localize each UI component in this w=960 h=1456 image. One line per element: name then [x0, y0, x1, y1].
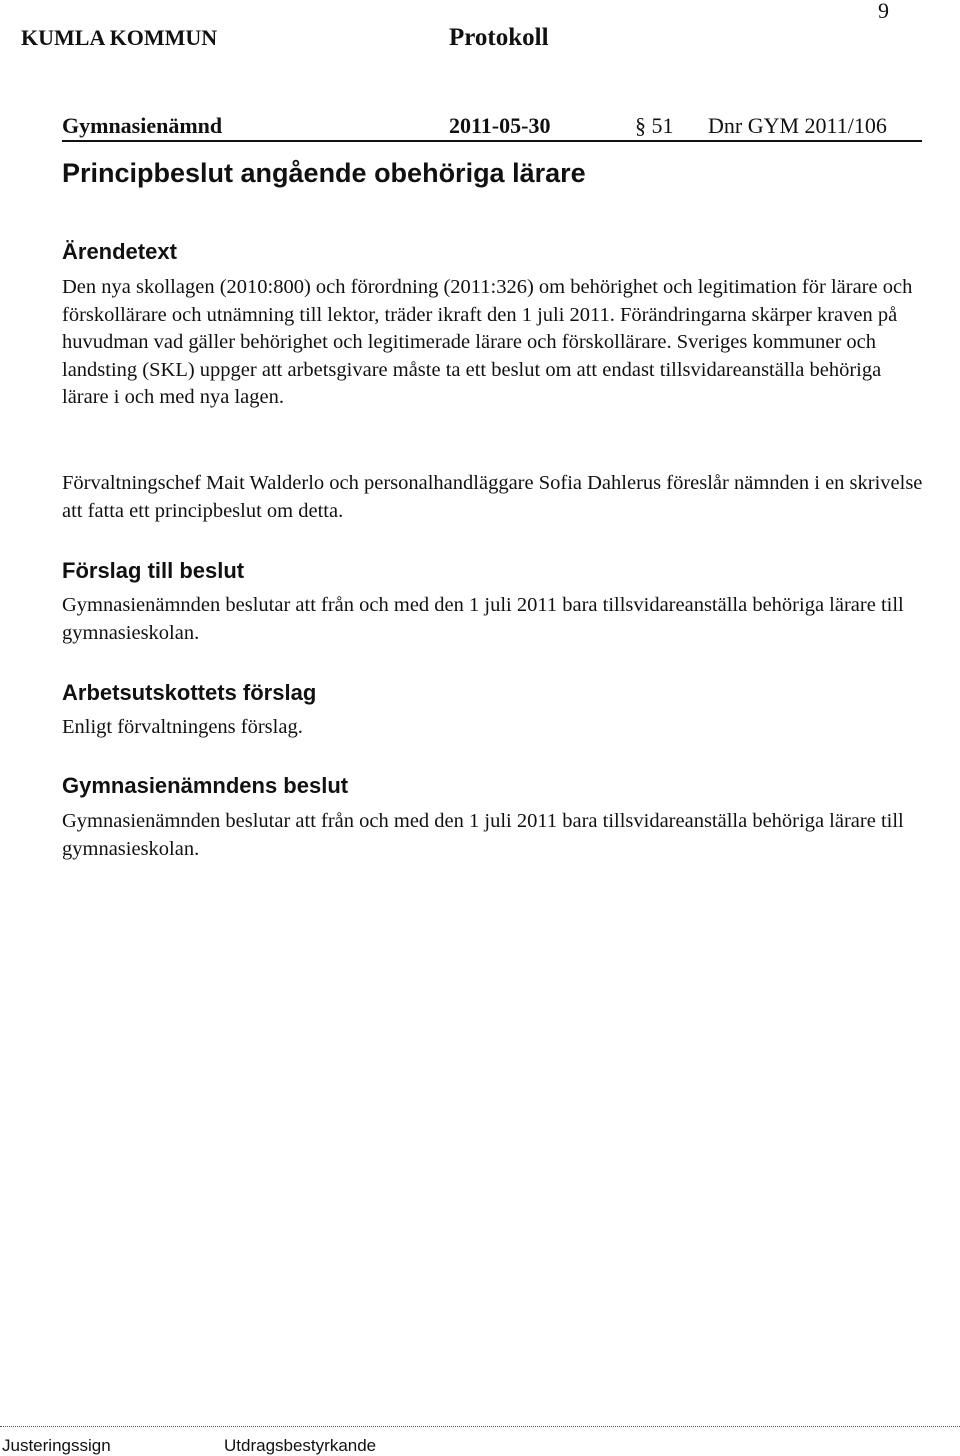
- committee-name: Gymnasienämnd: [62, 113, 223, 138]
- page-title: Principbeslut angående obehöriga lärare: [62, 158, 586, 188]
- page-number: 9: [878, 0, 889, 23]
- paragraph-symbol: §: [635, 113, 646, 138]
- arendetext-paragraph-2: Förvaltningschef Mait Walderlo och personalhandläggare Sofia Dahlerus föreslår nämnden i en skrivelse att fatta ett principbeslut om detta.: [62, 472, 923, 522]
- footer-justeringssign: Justeringssign: [2, 1436, 111, 1455]
- heading-forslag-till-beslut: Förslag till beslut: [62, 558, 245, 583]
- organization-name: KUMLA KOMMUN: [21, 25, 218, 50]
- diary-number: Dnr GYM 2011/106: [708, 113, 887, 138]
- heading-arendetext: Ärendetext: [62, 239, 177, 264]
- au-forslag-text: Enligt förvaltningens förslag.: [62, 716, 303, 738]
- footer-utdragsbestyrkande: Utdragsbestyrkande: [224, 1436, 377, 1455]
- meeting-date: 2011-05-30: [449, 113, 551, 138]
- arendetext-paragraph-1: Den nya skollagen (2010:800) och förordning (2011:326) om behörighet och legitimation för lärare och förskollärare och utnämning till lektor, träder ikraft den 1 juli 2011. Förändringarna skärper kraven på huvudman vad gäller behörighet och legitimerade lärare och förskollärare. Sveriges kommuner och landsting (SKL) uppger att arbetsgivare måste ta ett beslut om att endast tillsvidareanställa behöriga lärare i och med nya lagen.: [62, 276, 913, 409]
- heading-arbetsutskottets-forslag: Arbetsutskottets förslag: [62, 680, 317, 705]
- footer-rule: [0, 1426, 960, 1427]
- paragraph-number: [635, 113, 674, 139]
- document-type: Protokoll: [449, 24, 549, 51]
- beslut-text: Gymnasienämnden beslutar att från och med den 1 juli 2011 bara tillsvidareanställa behöriga lärare till gymnasieskolan.: [62, 810, 904, 860]
- heading-gymnasienamndens-beslut: Gymnasienämndens beslut: [62, 773, 349, 798]
- forslag-text: Gymnasienämnden beslutar att från och med den 1 juli 2011 bara tillsvidareanställa behöriga lärare till gymnasieskolan.: [62, 594, 904, 644]
- meta-row: [62, 113, 922, 143]
- header-rule: [62, 140, 922, 142]
- paragraph-number-value: 51: [651, 113, 674, 138]
